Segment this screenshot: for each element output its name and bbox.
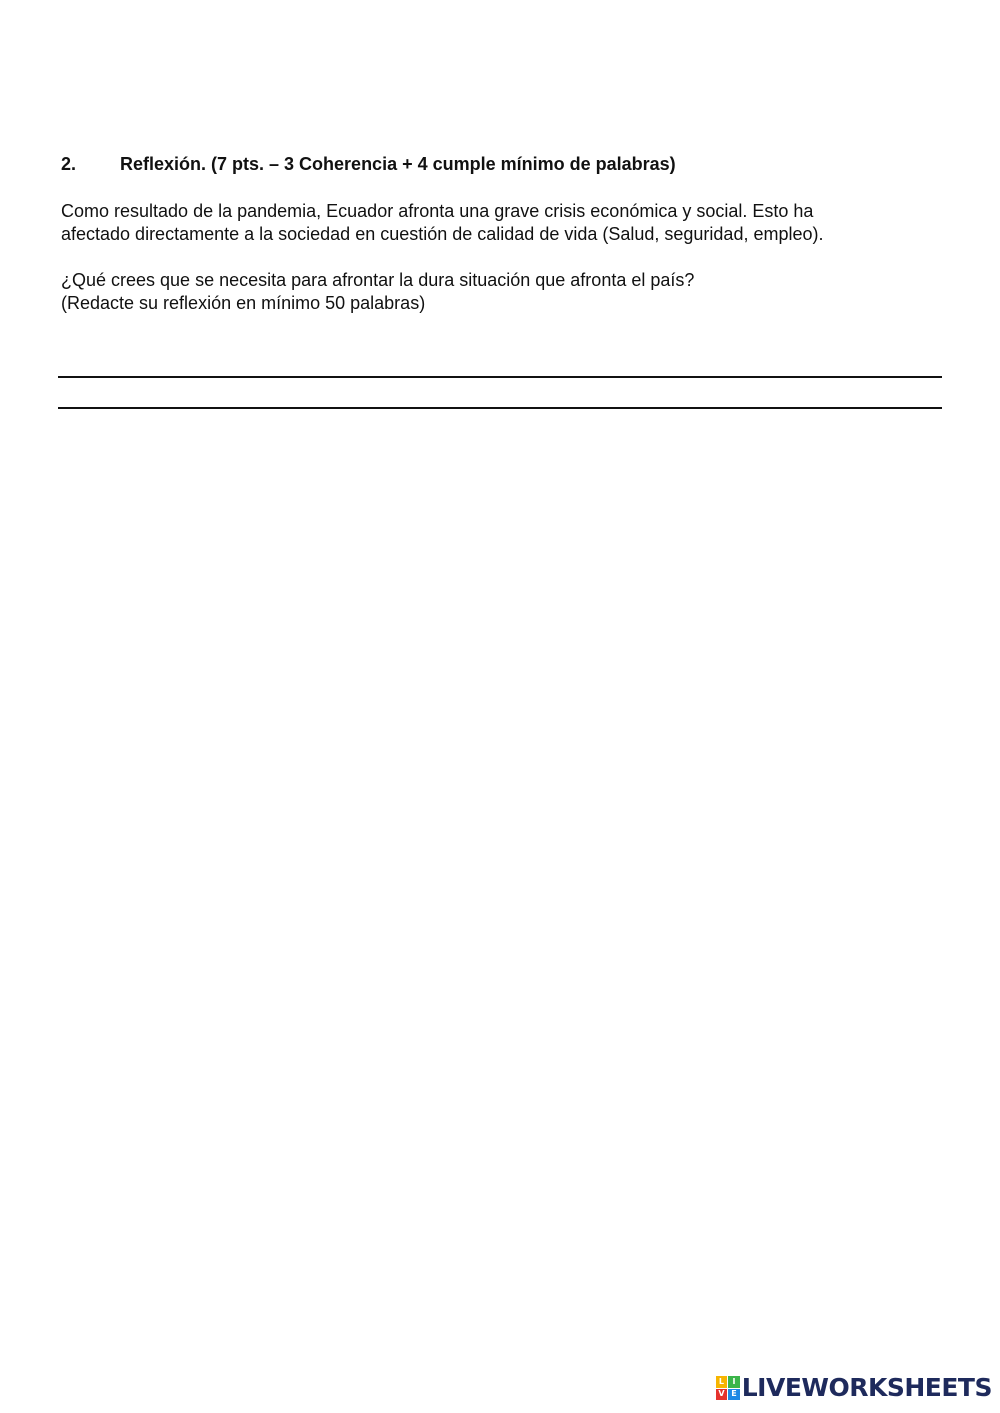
answer-line-top[interactable] bbox=[58, 376, 942, 378]
liveworksheets-brand bbox=[716, 1373, 992, 1403]
logo-tile-l: L bbox=[716, 1376, 728, 1388]
prompt-paragraph bbox=[61, 269, 941, 315]
answer-line-bottom[interactable] bbox=[58, 407, 942, 409]
logo-tile-e: E bbox=[728, 1389, 740, 1401]
intro-line-1: Como resultado de la pandemia, Ecuador afronta una grave crisis económica y social. Esto ha bbox=[61, 201, 814, 221]
question-heading bbox=[61, 153, 676, 175]
question-title: Reflexión. (7 pts. – 3 Coherencia + 4 cumple mínimo de palabras) bbox=[120, 154, 676, 174]
intro-line-2: afectado directamente a la sociedad en cuestión de calidad de vida (Salud, seguridad, empleo). bbox=[61, 224, 824, 244]
liveworksheets-logo-icon bbox=[716, 1376, 740, 1400]
prompt-line-1: ¿Qué crees que se necesita para afrontar la dura situación que afronta el país? bbox=[61, 270, 695, 290]
logo-tile-v: V bbox=[716, 1389, 728, 1401]
prompt-line-2: (Redacte su reflexión en mínimo 50 palabras) bbox=[61, 293, 426, 313]
logo-tile-i: I bbox=[728, 1376, 740, 1388]
question-number: 2. bbox=[61, 154, 77, 174]
intro-paragraph bbox=[61, 200, 941, 246]
brand-name: LIVEWORKSHEETS bbox=[741, 1373, 992, 1402]
